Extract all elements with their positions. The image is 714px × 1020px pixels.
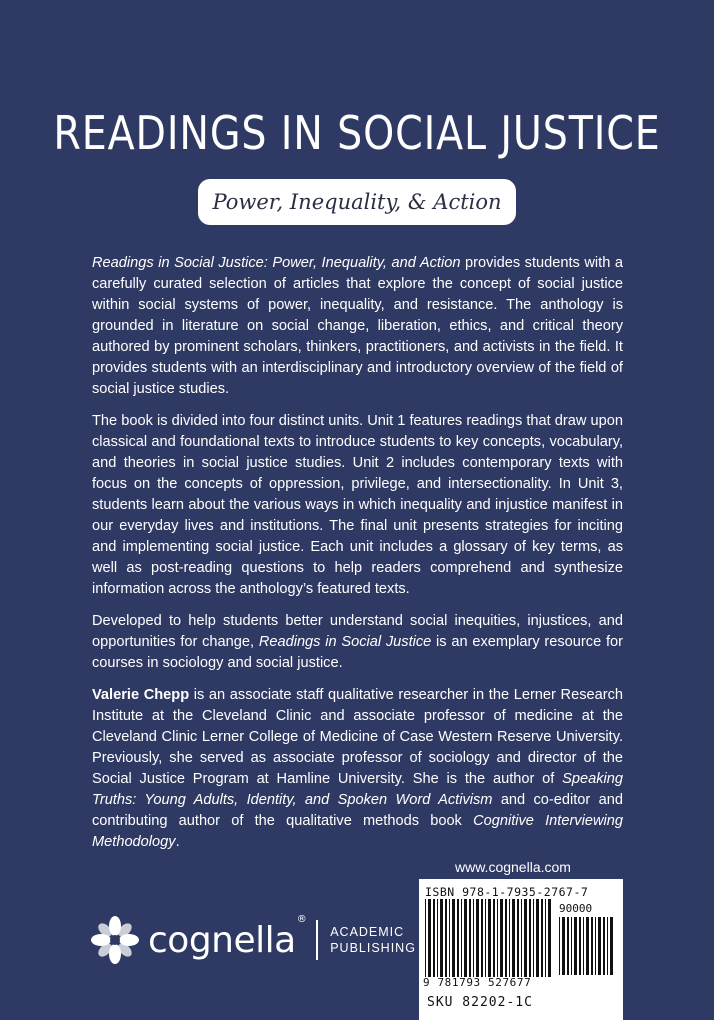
- barcode-bar: [529, 899, 531, 977]
- description-p3-italic: Readings in Social Justice: [258, 634, 432, 650]
- author-bio-text-2: and co-editor and contributing author of the qualitative methods book: [92, 792, 623, 829]
- barcode-bar: [591, 917, 593, 975]
- publisher-url[interactable]: www.cognella.com: [455, 859, 571, 875]
- barcode-bar: [579, 917, 581, 975]
- subtitle-box: [198, 179, 516, 225]
- barcode-bar: [571, 917, 572, 975]
- barcode-bar: [521, 899, 522, 977]
- barcode-bar: [541, 899, 543, 977]
- barcode-bar: [437, 899, 438, 977]
- registered-mark: ®: [296, 913, 307, 925]
- barcode-bar: [548, 899, 551, 977]
- isbn-label: ISBN 978-1-7935-2767-7: [425, 885, 589, 899]
- publisher-wordmark: [148, 913, 307, 961]
- author-bio: [92, 685, 623, 853]
- description-p3-end: is an exemplary resource for courses in sociology and social justice.: [92, 634, 623, 671]
- barcode-bar: [497, 899, 498, 977]
- author-bio-text-3: .: [175, 834, 180, 850]
- barcode-bar: [586, 917, 589, 975]
- barcode-bar: [461, 899, 462, 977]
- barcode-bar: [488, 899, 491, 977]
- barcode-bar: [598, 917, 601, 975]
- price-barcode-graphic: [559, 917, 615, 975]
- description-paragraph-3: [92, 611, 623, 674]
- barcode-bar: [533, 899, 534, 977]
- barcode-graphic: [425, 899, 555, 977]
- description-p1-text: provides students with a carefully curated selection of articles that explore the concept of social justice within social systems of power, inequality, and resistance. The anthology is grounded in literature on social change, liberation, ethics, and critical theory authored by prominent scholars, thinkers, practitioners, and activists in the field. It provides students with an interdisciplinary and introductory overview of the field of social justice studies.: [92, 255, 623, 397]
- author-book-2: Cognitive Interviewing Methodology: [92, 813, 623, 850]
- barcode-bar: [485, 899, 486, 977]
- barcode-bar: [567, 917, 569, 975]
- barcode-bar: [524, 899, 527, 977]
- barcode-bar: [574, 917, 577, 975]
- barcode-bar: [428, 899, 431, 977]
- barcode-bar: [607, 917, 608, 975]
- barcode-bar: [452, 899, 455, 977]
- cognella-flower-icon: [88, 913, 142, 967]
- description-paragraph-1: [92, 253, 623, 400]
- barcode-bar: [509, 899, 510, 977]
- barcode-bar: [500, 899, 503, 977]
- barcode-bar: [473, 899, 474, 977]
- barcode-bar: [457, 899, 459, 977]
- barcode-bar: [583, 917, 584, 975]
- barcode-bar: [493, 899, 495, 977]
- tagline-line-2: PUBLISHING: [330, 941, 416, 955]
- barcode-bar: [469, 899, 471, 977]
- tagline-line-1: ACADEMIC: [330, 925, 405, 939]
- publisher-logo: [88, 912, 416, 968]
- barcode-bar: [449, 899, 450, 977]
- barcode-bar: [481, 899, 483, 977]
- description-title-italic: Readings in Social Justice: Power, Inequality, and Action: [92, 255, 461, 271]
- barcode-digits: 9 781793 527677: [423, 976, 532, 989]
- barcode-bar: [476, 899, 479, 977]
- barcode-bar: [505, 899, 507, 977]
- barcode-bar: [512, 899, 515, 977]
- author-book-1: Speaking Truths: Young Adults, Identity, and Spoken Word Activism: [92, 771, 623, 808]
- isbn-barcode-block: [419, 879, 623, 1020]
- author-bio-text-1: is an associate staff qualitative researcher in the Lerner Research Institute at the Cleveland Clinic and associate professor of medicine at the Cleveland Clinic Lerner College of Medicine of Case Western Reserve University. Previously, she served as associate professor of sociology and director of the Social Justice Program at Hamline University. She is the author of: [92, 687, 623, 787]
- book-title: READINGS IN SOCIAL JUSTICE: [53, 106, 661, 160]
- barcode-bar: [445, 899, 447, 977]
- publisher-name: cognella: [148, 919, 296, 961]
- publisher-tagline: [330, 924, 416, 956]
- barcode-bar: [536, 899, 539, 977]
- barcode-bar: [562, 917, 565, 975]
- price-code: 90000: [559, 902, 593, 915]
- barcode-bar: [517, 899, 519, 977]
- description-p3-start: Developed to help students better understand social inequities, injustices, and opportunities for change,: [92, 613, 623, 650]
- barcode-bar: [610, 917, 613, 975]
- description-paragraph-2: The book is divided into four distinct units. Unit 1 features readings that draw upon classical and foundational texts to introduce students to key concepts, vocabulary, and theories in social justice studies. Unit 2 includes contemporary texts with focus on the concepts of oppression, privilege, and intersectionality. In Unit 3, students learn about the various ways in which inequality and injustice manifest in our everyday lives and institutions. The final unit presents strategies for inciting and implementing social justice. Each unit includes a glossary of key terms, as well as post-reading questions to help readers comprehend and synthesize information across the anthology’s featured texts.: [92, 413, 623, 597]
- author-name: Valerie Chepp: [92, 687, 190, 703]
- barcode-bar: [464, 899, 467, 977]
- barcode-bar: [603, 917, 605, 975]
- back-cover-description: [92, 253, 623, 864]
- sku-label: SKU 82202-1C: [427, 995, 533, 1010]
- barcode-bar: [440, 899, 443, 977]
- barcode-bar: [545, 899, 546, 977]
- barcode-bar: [425, 899, 426, 977]
- logo-divider: [316, 920, 318, 960]
- barcode-bar: [559, 917, 560, 975]
- barcode-bar: [433, 899, 435, 977]
- book-subtitle: Power, Inequality, & Action: [212, 190, 502, 214]
- barcode-bar: [595, 917, 596, 975]
